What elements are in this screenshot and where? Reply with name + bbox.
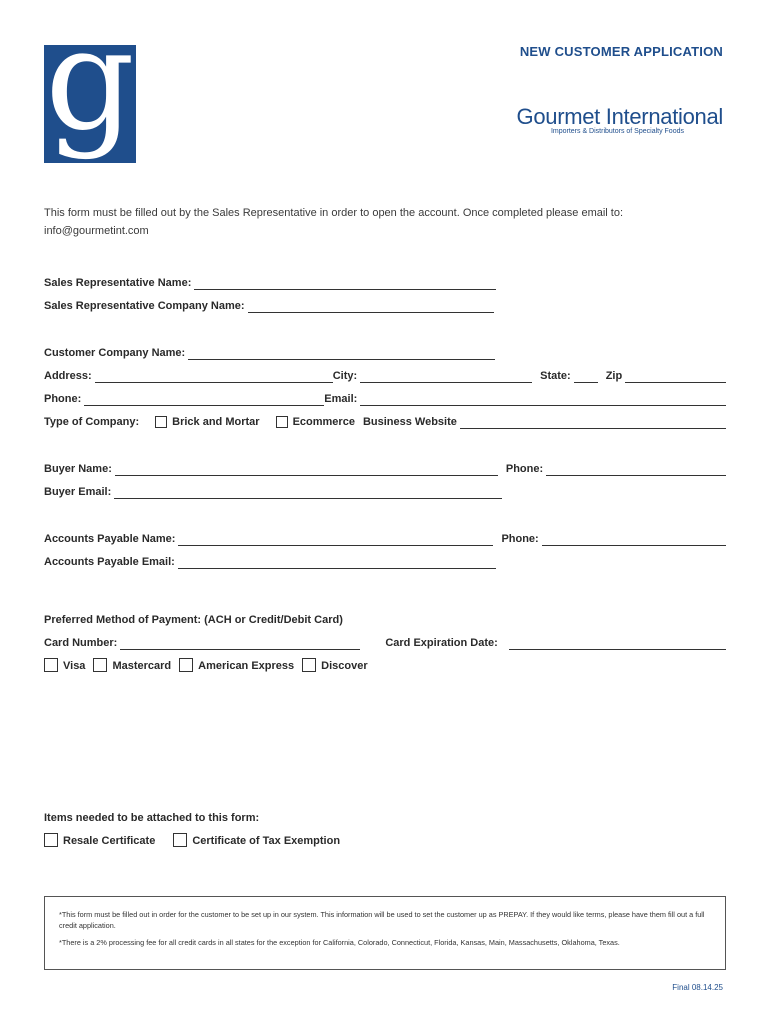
buyer-phone-field[interactable] <box>546 463 726 476</box>
customer-company-row <box>44 344 726 360</box>
card-number-field[interactable] <box>120 637 360 650</box>
visa-checkbox[interactable] <box>44 658 58 672</box>
city-field[interactable] <box>360 370 532 383</box>
buyer-name-row <box>44 460 726 476</box>
payment-heading: Preferred Method of Payment: (ACH or Credit/Debit Card) <box>44 614 343 626</box>
zip-field[interactable] <box>625 370 726 383</box>
ap-name-field[interactable] <box>178 533 493 546</box>
intro-text: This form must be filled out by the Sales Representative in order to open the account. Once completed please email to: <box>44 207 624 219</box>
email-label: Email: <box>324 393 358 405</box>
notes-box <box>44 896 726 970</box>
attachments-heading-row <box>44 809 726 825</box>
address-field[interactable] <box>95 370 333 383</box>
visa-option[interactable] <box>44 658 85 673</box>
card-type-row <box>44 657 368 673</box>
mastercard-checkbox[interactable] <box>93 658 107 672</box>
zip-label: Zip <box>605 370 623 382</box>
ecommerce-label: Ecommerce <box>292 416 355 428</box>
ap-phone-field[interactable] <box>542 533 726 546</box>
tax-exemption-option[interactable] <box>173 833 340 848</box>
american-express-label: American Express <box>198 660 295 672</box>
note-prepay: *This form must be filled out in order for the customer to be set up in our system. This information will be used to set the customer up as PREPAY. If they would like terms, please have them fill out a full credit application. <box>59 910 705 930</box>
mastercard-label: Mastercard <box>112 660 172 672</box>
buyer-email-row <box>44 483 726 499</box>
american-express-option[interactable] <box>179 658 294 673</box>
phone-field[interactable] <box>84 393 324 406</box>
brick-and-mortar-checkbox[interactable] <box>155 416 167 428</box>
state-label: State: <box>540 370 571 382</box>
ecommerce-checkbox[interactable] <box>276 416 288 428</box>
customer-company-field[interactable] <box>188 347 495 360</box>
brand-tagline: Importers & Distributors of Specialty Foods <box>550 128 684 135</box>
sales-rep-company-label: Sales Representative Company Name: <box>44 300 245 312</box>
brand-name: Gourmet International <box>516 104 723 129</box>
ap-name-row <box>44 530 726 546</box>
email-field[interactable] <box>360 393 726 406</box>
city-label: City: <box>332 370 358 382</box>
resale-certificate-label: Resale Certificate <box>63 835 156 847</box>
sales-rep-company-field[interactable] <box>248 300 494 313</box>
buyer-phone-label: Phone: <box>505 463 544 475</box>
address-label: Address: <box>44 370 92 382</box>
document-title: NEW CUSTOMER APPLICATION <box>519 44 723 59</box>
customer-company-label: Customer Company Name: <box>44 347 186 359</box>
buyer-name-field[interactable] <box>115 463 498 476</box>
resale-certificate-option[interactable] <box>44 833 155 848</box>
note-processing-fee: *There is a 2% processing fee for all credit cards in all states for the exception for California, Colorado, Connecticut, Florida, Kansas, Main, Massachusetts, Oklahoma, Texas. <box>59 938 620 947</box>
card-expiration-field[interactable] <box>509 637 726 650</box>
intro-paragraph <box>44 204 734 240</box>
card-number-label: Card Number: <box>44 637 118 649</box>
tax-exemption-checkbox[interactable] <box>173 833 187 847</box>
business-website-field[interactable] <box>460 416 726 429</box>
business-website-label: Business Website <box>362 416 457 428</box>
ap-email-field[interactable] <box>178 556 496 569</box>
american-express-checkbox[interactable] <box>179 658 193 672</box>
logo-letter: g <box>45 45 135 162</box>
sales-rep-name-field[interactable] <box>194 277 496 290</box>
card-expiration-label: Card Expiration Date: <box>385 637 498 649</box>
discover-option[interactable] <box>302 658 367 673</box>
brick-and-mortar-option[interactable] <box>155 415 259 429</box>
payment-heading-row <box>44 611 726 627</box>
ecommerce-option[interactable] <box>276 415 355 429</box>
attachments-row <box>44 832 340 848</box>
address-row <box>44 367 726 383</box>
discover-checkbox[interactable] <box>302 658 316 672</box>
tax-exemption-label: Certificate of Tax Exemption <box>192 835 341 847</box>
ap-email-label: Accounts Payable Email: <box>44 556 175 568</box>
sales-rep-company-row <box>44 297 726 313</box>
brick-and-mortar-label: Brick and Mortar <box>172 416 260 428</box>
attachments-heading: Items needed to be attached to this form: <box>44 812 260 824</box>
buyer-email-field[interactable] <box>114 486 502 499</box>
state-field[interactable] <box>574 370 598 383</box>
phone-label: Phone: <box>44 393 82 405</box>
sales-rep-name-row <box>44 274 726 290</box>
resale-certificate-checkbox[interactable] <box>44 833 58 847</box>
company-logo <box>44 45 136 163</box>
intro-email[interactable]: info@gourmetint.com <box>44 225 149 237</box>
phone-email-row <box>44 390 726 406</box>
ap-email-row <box>44 553 726 569</box>
ap-phone-label: Phone: <box>501 533 539 545</box>
buyer-email-label: Buyer Email: <box>44 486 112 498</box>
revision-label: Final 08.14.25 <box>672 983 723 992</box>
company-type-row <box>44 413 726 429</box>
ap-name-label: Accounts Payable Name: <box>44 533 176 545</box>
mastercard-option[interactable] <box>93 658 171 673</box>
card-details-row <box>44 634 726 650</box>
type-of-company-label: Type of Company: <box>44 416 140 428</box>
sales-rep-name-label: Sales Representative Name: <box>44 277 192 289</box>
visa-label: Visa <box>63 660 86 672</box>
buyer-name-label: Buyer Name: <box>44 463 112 475</box>
discover-label: Discover <box>321 660 368 672</box>
